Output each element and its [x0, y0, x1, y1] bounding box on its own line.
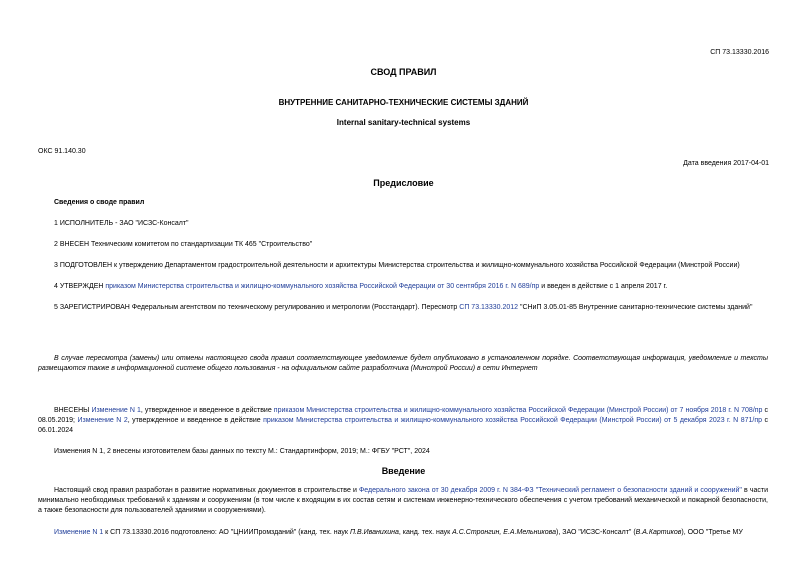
intro-amendment-1-link[interactable]: Изменение N 1 — [54, 529, 104, 536]
amendments-text-1: , утвержденное и введенное в действие — [140, 407, 274, 414]
revision-notice: В случае пересмотра (замены) или отмены настоящего свода правил соответствующее уведомление будет опубликовано в установленном порядке. Соответствующая информация, уведомление и тексты размещаются также в информационной системе общего пользования - на официальном сайте разработчика (Минстрой России) в сети Интернет — [38, 355, 768, 372]
amendments-note — [38, 406, 768, 436]
preface-item-5-text: 5 ЗАРЕГИСТРИРОВАН Федеральным агентством по техническому регулированию и метрологии (Росстандарт). Пересмотр — [54, 304, 460, 311]
author-name-2: А.С.Стронгин, Е.А.Мельникова — [452, 529, 556, 536]
amendments-text-4: с 06.01.2024 — [38, 417, 768, 434]
amendments-label: ВНЕСЕНЫ — [54, 407, 92, 414]
intro-p1-text-end: в части минимально необходимых требований к зданиям и сооружениям (в том числе к входящим в их состав сетям и системам инженерно-технического обеспечения с учетом требований механической и пожарной безопасности, а также безопасности для пользователей зданиями и сооружениями). — [38, 487, 768, 514]
author-name-1: П.В.Иванихина — [349, 529, 399, 536]
document-title-ru: ВНУТРЕННИЕ САНИТАРНО-ТЕХНИЧЕСКИЕ СИСТЕМЫ ЗДАНИЙ — [278, 98, 529, 107]
amendment-1-link[interactable]: Изменение N 1 — [91, 407, 141, 414]
preface-item-2: 2 ВНЕСЕН Техническим комитетом по стандартизации ТК 465 "Строительство" — [54, 241, 313, 248]
intro-p2-text-4: ), ООО "Третье МУ — [681, 529, 743, 536]
author-name-3: В.А.Картиков — [635, 529, 682, 536]
introduction-paragraph-2 — [54, 528, 743, 537]
introduction-paragraph-1 — [38, 486, 768, 516]
preface-subtitle: Сведения о своде правил — [54, 199, 145, 206]
preface-title: Предисловие — [373, 178, 434, 188]
intro-p2-text-3: ), ЗАО "ИСЗС-Консалт" ( — [556, 529, 636, 536]
introduction-title: Введение — [381, 466, 426, 476]
preface-item-4 — [54, 282, 667, 291]
preface-item-4-text: 4 УТВЕРЖДЕН — [54, 283, 106, 290]
previous-sp-link[interactable]: СП 73.13330.2012 — [459, 304, 519, 311]
federal-law-link[interactable]: Федерального закона от 30 декабря 2009 г. N 384-ФЗ "Технический регламент о безопасности зданий и сооружений" — [358, 487, 742, 494]
intro-p2-text-1: к СП 73.13330.2016 подготовлено: АО "ЦНИИПромзданий" (канд. тех. наук — [103, 529, 350, 536]
preface-item-5-text-end: "СНиП 3.05.01-85 Внутренние санитарно-технические системы зданий" — [518, 304, 753, 311]
amendments-text-2: с 08.05.2019; — [38, 407, 769, 424]
amendment-1-order-link[interactable]: приказом Министерства строительства и жилищно-коммунального хозяйства Российской Федерации (Минстрой России) от 7 ноября 2018 г. N 708/пр — [273, 407, 763, 414]
preface-item-3: 3 ПОДГОТОВЛЕН к утверждению Департаментом градостроительной деятельности и архитектуры Министерства строительства и жилищно-коммунального хозяйства Российской Федерации (Минстрой России) — [54, 262, 740, 269]
document-code: СП 73.13330.2016 — [710, 49, 769, 56]
document-heading: СВОД ПРАВИЛ — [370, 67, 437, 77]
approval-order-link[interactable]: приказом Министерства строительства и жилищно-коммунального хозяйства Российской Федерации от 30 сентября 2016 г. N 689/пр — [105, 283, 540, 290]
intro-p1-text: Настоящий свод правил разработан в развитие нормативных документов в строительстве и — [54, 487, 359, 494]
preface-item-1: 1 ИСПОЛНИТЕЛЬ - ЗАО "ИСЗС-Консалт" — [54, 220, 189, 227]
oks-code: ОКС 91.140.30 — [38, 148, 86, 155]
amendments-text-3: , утвержденное и введенное в действие — [127, 417, 264, 424]
preface-item-4-text-end: и введен в действие с 1 апреля 2017 г. — [539, 283, 668, 290]
changes-note: Изменения N 1, 2 внесены изготовителем базы данных по тексту М.: Стандартинформ, 2019; М.: ФГБУ "РСТ", 2024 — [54, 448, 430, 455]
amendment-2-link[interactable]: Изменение N 2 — [77, 417, 128, 424]
intro-date: Дата введения 2017-04-01 — [683, 160, 769, 167]
amendment-2-order-link[interactable]: приказом Министерства строительства и жилищно-коммунального хозяйства Российской Федерации (Минстрой России) от 5 декабря 2023 г. N 871/пр — [263, 417, 763, 424]
intro-p2-text-2: , канд. тех. наук — [398, 529, 453, 536]
document-title-en: Internal sanitary-technical systems — [336, 118, 471, 127]
preface-item-5 — [38, 303, 768, 313]
